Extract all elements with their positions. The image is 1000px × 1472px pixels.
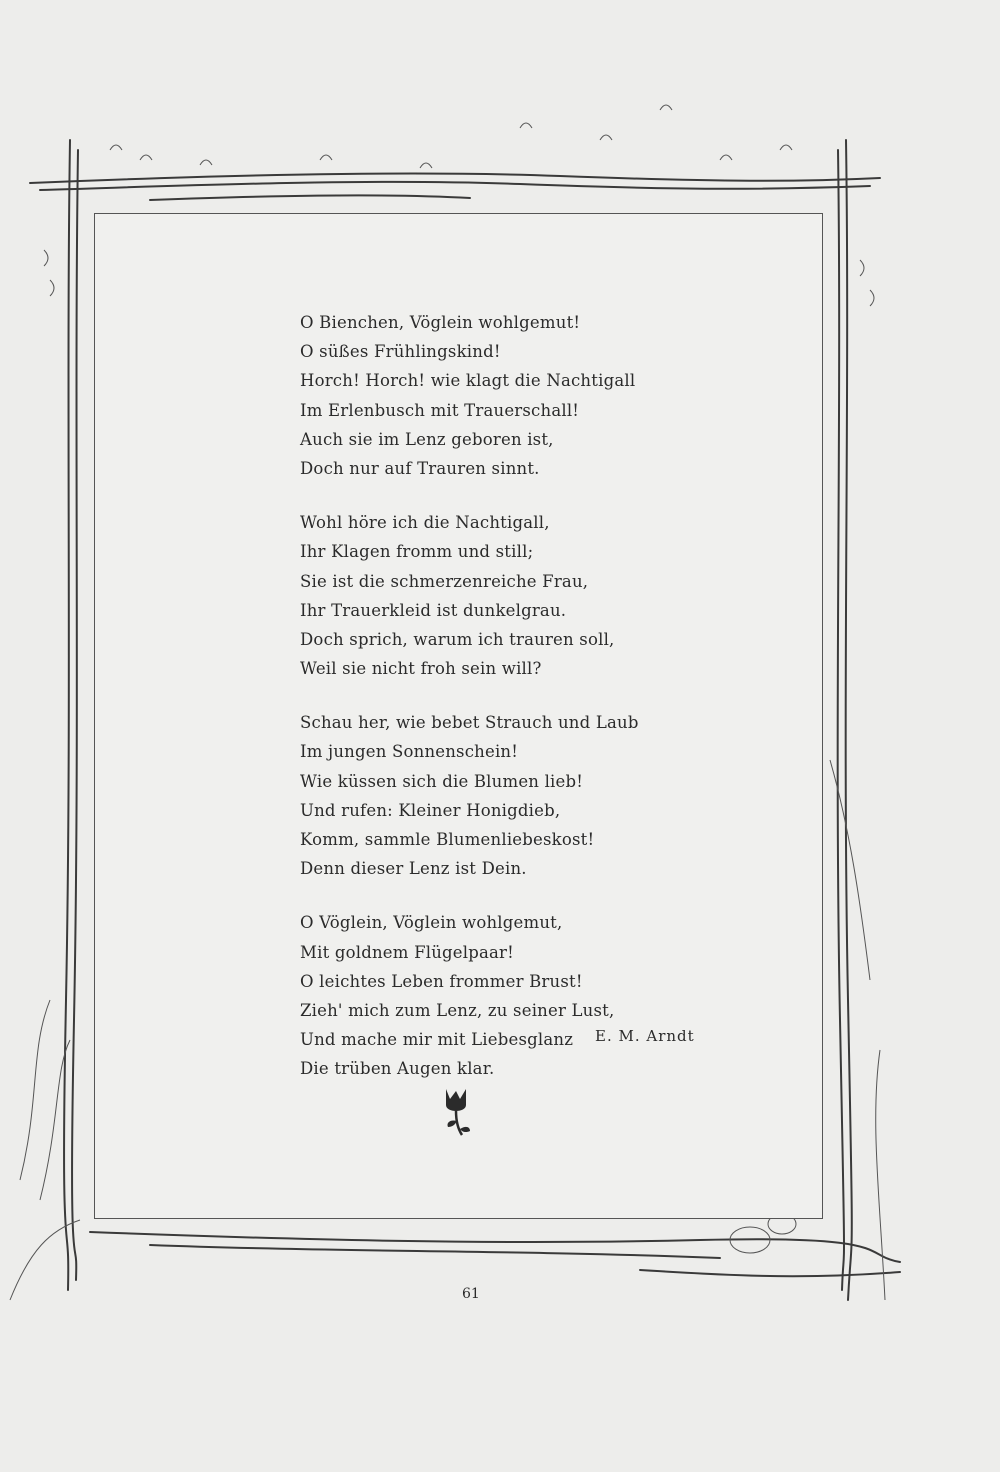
poem-line: Und rufen: Kleiner Honigdieb, bbox=[300, 800, 561, 820]
poem-line: Horch! Horch! wie klagt die Nachtigall bbox=[300, 371, 636, 391]
poem-line: Auch sie im Lenz geboren ist, bbox=[300, 429, 554, 449]
poem-line: Ihr Trauerkleid ist dunkelgrau. bbox=[300, 600, 567, 620]
poem-line: Schau her, wie bebet Strauch und Laub bbox=[300, 713, 639, 733]
poem-line: Mit goldnem Flügelpaar! bbox=[300, 942, 514, 962]
poem-line: Sie ist die schmerzenreiche Frau, bbox=[300, 571, 589, 591]
poem-line: O süßes Frühlingskind! bbox=[300, 342, 501, 362]
stanza-3 bbox=[300, 708, 720, 883]
poem-line: Zieh' mich zum Lenz, zu seiner Lust, bbox=[300, 1000, 615, 1020]
poem-line: Denn dieser Lenz ist Dein. bbox=[300, 859, 527, 879]
poem-line: O leichtes Leben frommer Brust! bbox=[300, 971, 583, 991]
poem-line: Die trüben Augen klar. bbox=[300, 1059, 495, 1079]
poem-line: Weil sie nicht froh sein will? bbox=[300, 659, 542, 679]
poem-line: Doch nur auf Trauren sinnt. bbox=[300, 458, 540, 478]
stanza-4 bbox=[300, 908, 720, 1083]
stanza-1 bbox=[300, 308, 720, 483]
poem-line: Doch sprich, warum ich trauren soll, bbox=[300, 629, 615, 649]
poem-line: O Bienchen, Vöglein wohlgemut! bbox=[300, 313, 581, 332]
author-signature: E. M. Arndt bbox=[595, 1027, 695, 1045]
poem-line: Im jungen Sonnenschein! bbox=[300, 742, 519, 762]
poem-line: Im Erlenbusch mit Trauerschall! bbox=[300, 400, 580, 420]
poem-line: Und mache mir mit Liebesglanz bbox=[300, 1030, 574, 1050]
poem-line: Komm, sammle Blumenliebeskost! bbox=[300, 830, 595, 849]
poem-line: Wie küssen sich die Blumen lieb! bbox=[300, 771, 584, 791]
poem-line: Ihr Klagen fromm und still; bbox=[300, 542, 534, 562]
poem bbox=[300, 308, 720, 1109]
poem-line: O Vöglein, Vöglein wohlgemut, bbox=[300, 913, 563, 933]
stanza-2 bbox=[300, 508, 720, 683]
page-number: 61 bbox=[462, 1286, 480, 1302]
tulip-icon bbox=[436, 1085, 476, 1141]
poem-line: Wohl höre ich die Nachtigall, bbox=[300, 513, 550, 533]
